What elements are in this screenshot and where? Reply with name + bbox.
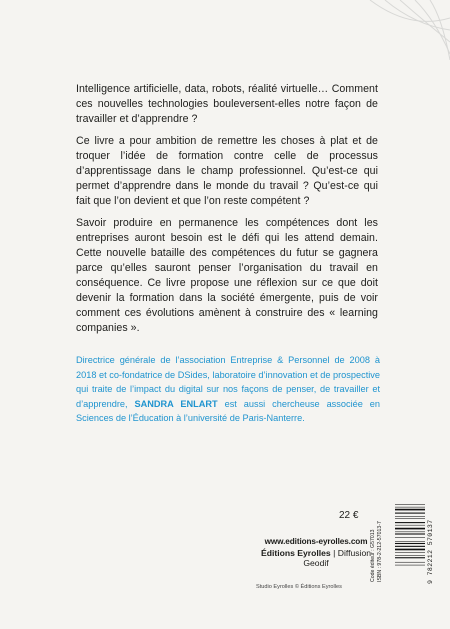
bio-text-before: Directrice générale de l’association Entreprise & Personnel de 2008 à 2018 et co-fondatrice de DSides, laboratoire d’innovation et de prospective qui traite de l’impact du digital sur nos façons de penser, de travailler et d’apprendre, [76, 355, 380, 409]
editor-code: Code éditeur : G57013 [370, 529, 376, 582]
corner-decoration [330, 0, 450, 60]
distributor-name: Diffusion Geodif [303, 548, 372, 568]
publisher-block [258, 537, 374, 568]
paragraph-1: Intelligence artificielle, data, robots, réalité virtuelle… Comment ces nouvelles technologies bouleversent-elles notre façon de travailler et d’apprendre ? [76, 83, 378, 126]
publisher-separator: | [330, 548, 338, 558]
publisher-line [258, 548, 374, 568]
barcode-number: 9 782212 570137 [427, 519, 434, 584]
author-bio [76, 353, 380, 426]
paragraph-3: Savoir produire en permanence les compétences dont les entreprises auront besoin est le défi qui les attend demain. Cette nouvelle bataille des compétences du futur se gagnera parce qu’elles sauront penser l’organisation du travail en conséquence. Ce livre propose une réflexion sur ce que doit devenir la formation dans la société émergente, puis de voir comment ces évolutions amènent à construire des « learning companies ». [76, 216, 378, 335]
credits: Studio Eyrolles © Éditions Eyrolles [256, 584, 342, 590]
paragraph-2: Ce livre a pour ambition de remettre les choses à plat et de troquer l’idée de formation contre celle de processus d’apprentissage dans le champ professionnel. Qu’est-ce qui permet d’apprendre dans le monde du travail ? Qu’est-ce qui fait que l’on devient et que l’on reste compétent ? [76, 134, 378, 208]
author-name: SANDRA ENLART [134, 398, 218, 409]
isbn: ISBN : 978-2-212-57013-7 [376, 521, 383, 582]
barcode [395, 503, 425, 589]
price: 22 € [339, 510, 359, 521]
bio-text-after: est aussi chercheuse associée en Sciences de l’Éducation à l’université de Paris-Nanterre. [76, 398, 380, 424]
publisher-name: Éditions Eyrolles [260, 548, 331, 558]
publisher-url[interactable]: www.editions-eyrolles.com [264, 537, 368, 546]
book-codes [370, 521, 383, 582]
description [76, 82, 378, 343]
